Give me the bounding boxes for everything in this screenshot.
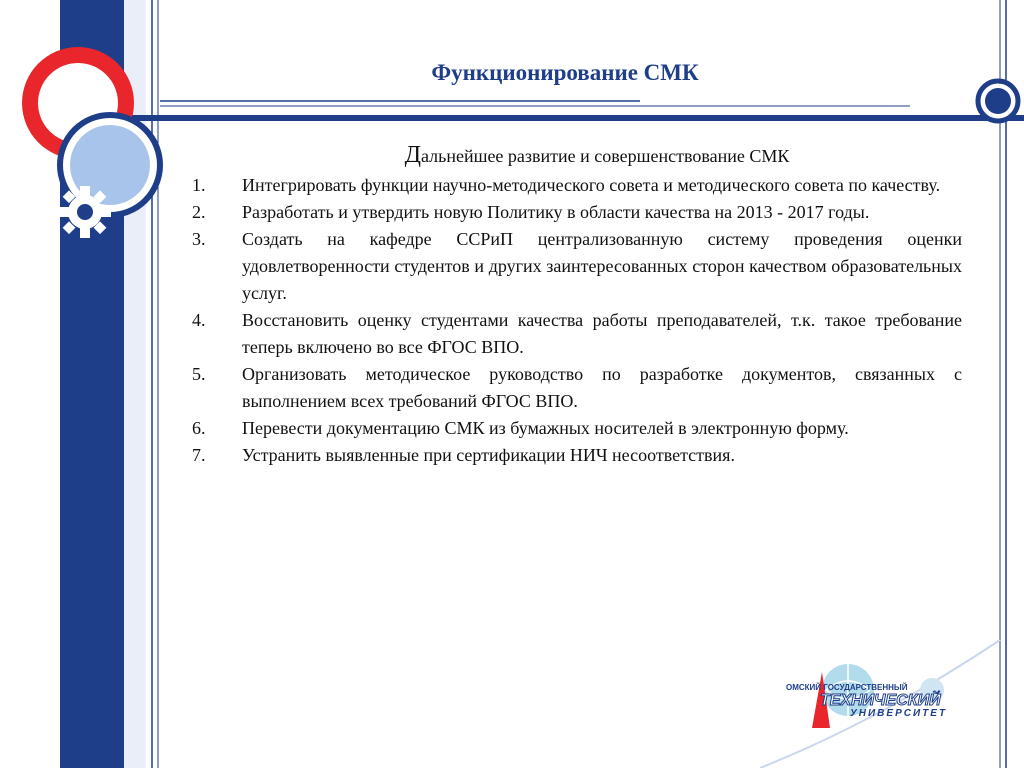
list-item [192, 361, 962, 415]
list-item [192, 226, 962, 307]
item-text: Перевести документацию СМК из бумажных носителей в электронную форму. [242, 418, 849, 438]
item-number: 3. [192, 229, 206, 249]
heading-initial: Д [404, 142, 421, 168]
item-number: 2. [192, 202, 206, 222]
item-text: Разработать и утвердить новую Политику в области качества на 2013 - 2017 годы. [242, 202, 870, 222]
list-item [192, 415, 962, 442]
item-text: Восстановить оценку студентами качества работы преподавателей, т.к. такое требование теперь включено во все ФГОС ВПО. [242, 310, 962, 357]
item-number: 7. [192, 445, 206, 465]
item-text: Создать на кафедре ССРиП централизованную систему проведения оценки удовлетворенности студентов и других заинтересованных сторон качеством образовательных услуг. [242, 229, 962, 303]
list-item [192, 172, 962, 199]
item-text: Организовать методическое руководство по разработке документов, связанных с выполнением всех требований ФГОС ВПО. [242, 364, 962, 411]
item-number: 6. [192, 418, 206, 438]
list-item [192, 307, 962, 361]
task-list [192, 172, 962, 469]
slide-title: Функционирование СМК [431, 60, 699, 85]
item-number: 5. [192, 364, 206, 384]
slide-content [192, 142, 962, 469]
item-number: 1. [192, 175, 206, 195]
logo-line-2: ТЕХНИЧЕСКИЙ [820, 692, 941, 709]
item-text: Устранить выявленные при сертификации НИЧ несоответствия. [242, 445, 735, 465]
heading-text: альнейшее развитие и совершенствование СМК [420, 146, 790, 166]
list-item [192, 442, 962, 469]
item-number: 4. [192, 310, 206, 330]
logo-line-3: УНИВЕРСИТЕТ [850, 708, 948, 719]
logo-line-1: ОМСКИЙ ГОСУДАРСТВЕННЫЙ [786, 683, 908, 692]
item-text: Интегрировать функции научно-методического совета и методического совета по качеству. [242, 175, 941, 195]
list-item [192, 199, 962, 226]
list-heading [232, 142, 962, 170]
